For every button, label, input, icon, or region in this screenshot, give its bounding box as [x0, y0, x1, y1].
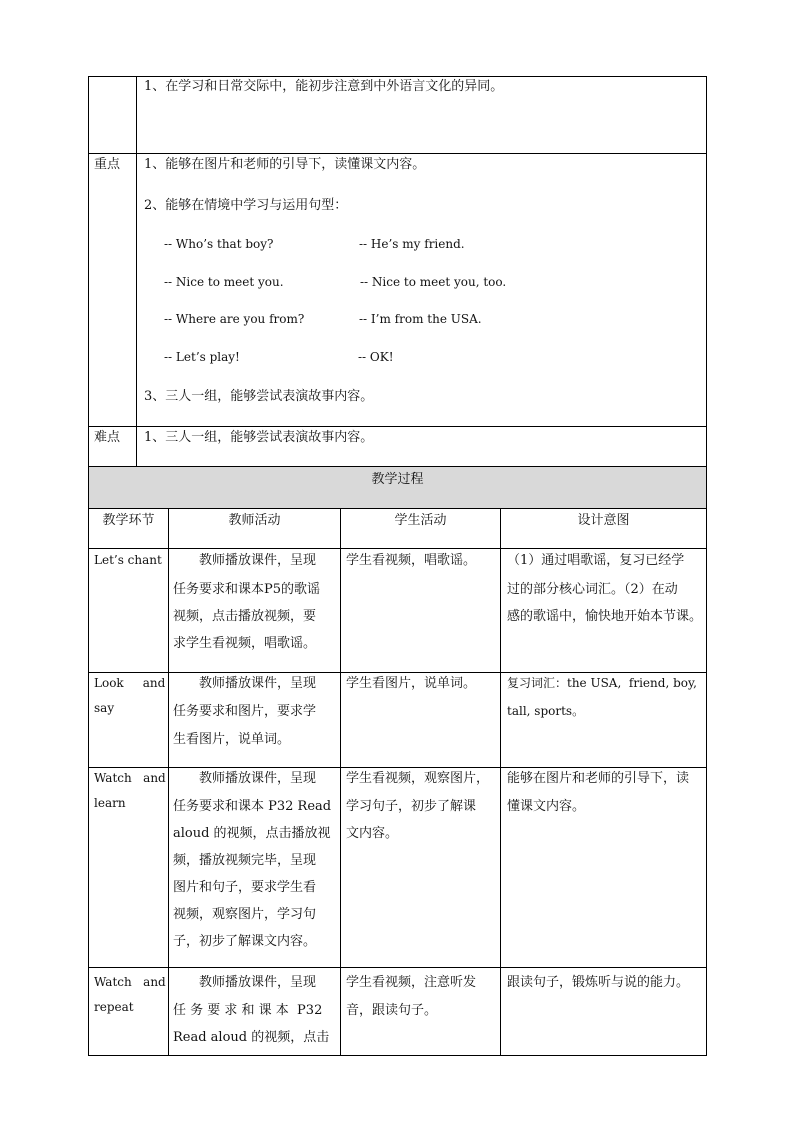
- teacher-line: aloud 的视频，点击播放视: [173, 826, 331, 841]
- key-points-label: 重点: [94, 157, 121, 172]
- student-line: 学生看视频，注意听发: [346, 975, 477, 990]
- culture-objective-text: 1、在学习和日常交际中，能初步注意到中外语言文化的异同。: [144, 79, 504, 94]
- stage-cell: repeat: [94, 1000, 134, 1014]
- header-design-intent: 设计意图: [577, 513, 630, 528]
- intent-line: 复习词汇：the USA, friend, boy,: [507, 676, 697, 690]
- student-line: 文内容。: [346, 826, 399, 841]
- dialog-question: -- Nice to meet you.: [164, 275, 284, 289]
- teacher-line: Read aloud 的视频，点击: [173, 1030, 330, 1045]
- intent-line: 懂课文内容。: [507, 799, 586, 814]
- stage-cell: Watch and: [94, 771, 166, 785]
- intent-line: tall, sports。: [507, 704, 585, 718]
- process-title: 教学过程: [371, 472, 424, 487]
- student-line: 学生看图片，说单词。: [346, 676, 477, 691]
- dialog-answer: -- I’m from the USA.: [359, 312, 482, 326]
- teacher-line: 求学生看视频，唱歌谣。: [173, 636, 317, 651]
- stage-cell: Let’s chant: [94, 553, 162, 567]
- dialog-answer: -- He’s my friend.: [359, 237, 465, 251]
- teacher-line: 视频，点击播放视频，要: [173, 609, 317, 624]
- teacher-line: 任务要求和课本P5的歌谣: [173, 582, 321, 597]
- student-line: 学生看视频，唱歌谣。: [346, 553, 477, 568]
- intent-line: 感的歌谣中，愉快地开始本节课。: [507, 609, 703, 624]
- intent-line: 能够在图片和老师的引导下，读: [507, 771, 690, 786]
- intent-line: （1）通过唱歌谣，复习已经学: [507, 553, 685, 568]
- stage-cell: learn: [94, 796, 126, 810]
- intent-line: 跟读句子，锻炼听与说的能力。: [507, 975, 690, 990]
- teacher-line: 教师播放课件，呈现: [173, 553, 317, 568]
- key-point-1: 1、能够在图片和老师的引导下，读懂课文内容。: [144, 157, 426, 172]
- header-stage: 教学环节: [102, 513, 155, 528]
- intent-line: 过的部分核心词汇。（2）在动: [507, 582, 678, 597]
- dialog-question: -- Let’s play!: [164, 350, 240, 364]
- student-line: 学习句子，初步了解课: [346, 799, 477, 814]
- dialog-answer: -- Nice to meet you, too.: [360, 275, 507, 289]
- stage-cell: say: [94, 701, 115, 715]
- header-student-activity: 学生活动: [394, 513, 447, 528]
- teacher-line: 教师播放课件，呈现: [173, 676, 317, 691]
- difficult-point-1: 1、三人一组，能够尝试表演故事内容。: [144, 430, 374, 445]
- student-line: 学生看视频，观察图片，: [346, 771, 490, 786]
- stage-cell: Look and: [94, 676, 166, 690]
- teacher-line: 生看图片，说单词。: [173, 732, 291, 747]
- teacher-line: 任务要求和课本 P32 Read: [173, 799, 332, 814]
- teacher-line: 子，初步了解课文内容。: [173, 934, 317, 949]
- dialog-question: -- Who’s that boy?: [164, 237, 274, 251]
- teacher-line: 频，播放视频完毕，呈现: [173, 853, 317, 868]
- dialog-answer: -- OK!: [358, 350, 394, 364]
- header-teacher-activity: 教师活动: [228, 513, 281, 528]
- key-point-3: 3、三人一组，能够尝试表演故事内容。: [144, 389, 374, 404]
- dialog-question: -- Where are you from?: [164, 312, 305, 326]
- objectives-table: [88, 76, 707, 466]
- key-point-2: 2、能够在情境中学习与运用句型：: [144, 198, 348, 213]
- teacher-line: 图片和句子，要求学生看: [173, 880, 317, 895]
- student-line: 音，跟读句子。: [346, 1003, 438, 1018]
- teacher-line: 教师播放课件，呈现: [173, 771, 317, 786]
- teacher-line: 任务要求和图片，要求学: [173, 704, 317, 719]
- teacher-line: 任 务 要 求 和 课 本 P32: [173, 1003, 323, 1018]
- difficult-points-label: 难点: [94, 430, 121, 445]
- teacher-line: 教师播放课件，呈现: [173, 975, 317, 990]
- stage-cell: Watch and: [94, 975, 166, 989]
- teacher-line: 视频，观察图片，学习句: [173, 907, 317, 922]
